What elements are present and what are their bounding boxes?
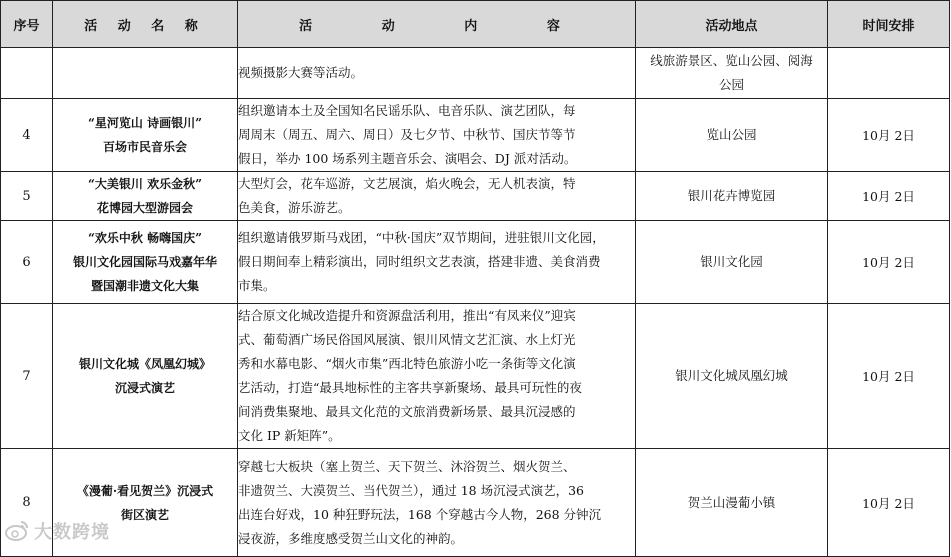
activity-content-line: 穿越七大板块（塞上贺兰、天下贺兰、沐浴贺兰、烟火贺兰、: [238, 458, 576, 474]
activity-name: [53, 221, 238, 304]
activity-time: 10月 2日: [828, 172, 950, 221]
table-row: [1, 304, 950, 449]
table-row: [1, 48, 950, 99]
activity-name: [53, 172, 238, 221]
activity-content-line: 周周末（周五、周六、周日）及七夕节、中秋节、国庆节等节: [238, 127, 576, 142]
activity-name-line: 银川文化园国际马戏嘉年华: [72, 255, 217, 269]
header-time-schedule: 时间安排: [828, 1, 950, 48]
activity-place: [636, 304, 828, 449]
activity-content: [238, 304, 636, 449]
activity-content: [238, 449, 636, 557]
activity-place-line: 览山公园: [706, 127, 757, 142]
activity-time: 10月 2日: [828, 304, 950, 449]
activity-name-line: 暨国潮非遗文化大集: [90, 279, 199, 293]
activity-place-line: 公园: [718, 77, 744, 92]
activity-content-line: 艺活动，打造“最具地标性的主客共享新聚场、最具可玩性的夜: [238, 380, 582, 395]
activity-content-line: 视频摄影大赛等活动。: [238, 65, 364, 80]
watermark: [4, 516, 110, 546]
activity-content-line: 文化 IP 新矩阵”。: [238, 428, 341, 443]
activity-name-line: 银川文化城《凤凰幻城》: [78, 357, 211, 371]
table-header-row: [1, 1, 950, 48]
activity-name-line: “星河览山 诗画银川”: [88, 116, 202, 130]
row-index: [1, 48, 53, 99]
activity-content-line: 间消费集聚地、最具文化范的文旅消费新场景、最具沉浸感的: [238, 404, 576, 419]
watermark-text: 大数跨境: [34, 522, 110, 543]
activity-content-line: 结合原文化城改造提升和资源盘活利用，推出“有凤来仪”迎宾: [238, 308, 576, 323]
table-row: [1, 172, 950, 221]
activity-content-line: 假日，举办 100 场系列主题音乐会、演唱会、DJ 派对活动。: [238, 151, 577, 166]
activity-content-line: 大型灯会，花车巡游，文艺展演，焰火晚会，无人机表演，特: [238, 176, 576, 191]
header-activity-name: 活 动 名 称: [53, 1, 238, 48]
activity-name-line: 沉浸式演艺: [114, 381, 175, 395]
activity-place: [636, 449, 828, 557]
header-activity-content: 活 动 内 容: [238, 1, 636, 48]
activity-time: 10月 2日: [828, 449, 950, 557]
activity-time: 10月 2日: [828, 221, 950, 304]
activity-place: [636, 221, 828, 304]
activity-name-line: 街区演艺: [120, 507, 169, 522]
activity-place-line: 银川文化城凤凰幻城: [675, 368, 788, 383]
activity-content-line: 市集。: [238, 278, 276, 293]
activity-content-line: 秀和水幕电影、“烟火市集”西北特色旅游小吃一条街等文化演: [238, 356, 576, 371]
activity-place: [636, 99, 828, 172]
weibo-icon: [4, 518, 30, 544]
activity-place-line: 银川花卉博览园: [687, 188, 776, 203]
activity-content-line: 假日期间奉上精彩演出，同时组织文艺表演，搭建非遗、美食消费: [238, 254, 601, 269]
header-activity-place: 活动地点: [636, 1, 828, 48]
table-row: [1, 221, 950, 304]
activity-content: [238, 99, 636, 172]
activity-time: 10月 2日: [828, 99, 950, 172]
activity-content-line: 式、葡萄酒广场民俗国风展演、银川风情文艺汇演、水上灯光: [238, 332, 576, 347]
activity-content-line: 浸夜游，多维度感受贺兰山文化的神韵。: [238, 530, 464, 546]
header-index: 序号: [1, 1, 53, 48]
activity-place: [636, 48, 828, 99]
activity-time: [828, 48, 950, 99]
row-index: 5: [1, 172, 53, 221]
activity-name: [53, 99, 238, 172]
activity-place-line: 银川文化园: [700, 254, 763, 269]
activity-content-line: 组织邀请本土及全国知名民谣乐队、电音乐队、演艺团队，每: [238, 103, 576, 118]
activity-place-line: 贺兰山漫葡小镇: [687, 494, 776, 510]
activity-name-line: 《漫葡·看见贺兰》沉浸式: [76, 483, 214, 498]
table-row: [1, 449, 950, 557]
row-index: 7: [1, 304, 53, 449]
activity-name: [53, 48, 238, 99]
row-index: 4: [1, 99, 53, 172]
table-row: [1, 99, 950, 172]
activity-place-line: 线旅游景区、览山公园、阅海: [650, 53, 813, 68]
activity-name: [53, 304, 238, 449]
activity-content-line: 非遗贺兰、大漠贺兰、当代贺兰），通过 18 场沉浸式演艺，36: [238, 482, 585, 498]
activity-content-line: 色美食，游乐游艺。: [238, 200, 351, 215]
activity-place: [636, 172, 828, 221]
activity-content-line: 出连台好戏，10 种狂野玩法，168 个穿越古今人物，268 分钟沉: [238, 506, 602, 522]
activity-content: [238, 221, 636, 304]
activity-name-line: 花博园大型游园会: [96, 201, 193, 215]
activity-name-line: 百场市民音乐会: [102, 140, 187, 154]
row-index: 6: [1, 221, 53, 304]
activity-name-line: “大美银川 欢乐金秋”: [88, 177, 202, 191]
activity-name-line: “欢乐中秋 畅嗨国庆”: [88, 231, 202, 245]
activity-content-line: 组织邀请俄罗斯马戏团，“中秋·国庆”双节期间，进驻银川文化园，: [238, 230, 605, 245]
row-index: 8: [1, 449, 53, 557]
activity-content: [238, 172, 636, 221]
activity-content: [238, 48, 636, 99]
